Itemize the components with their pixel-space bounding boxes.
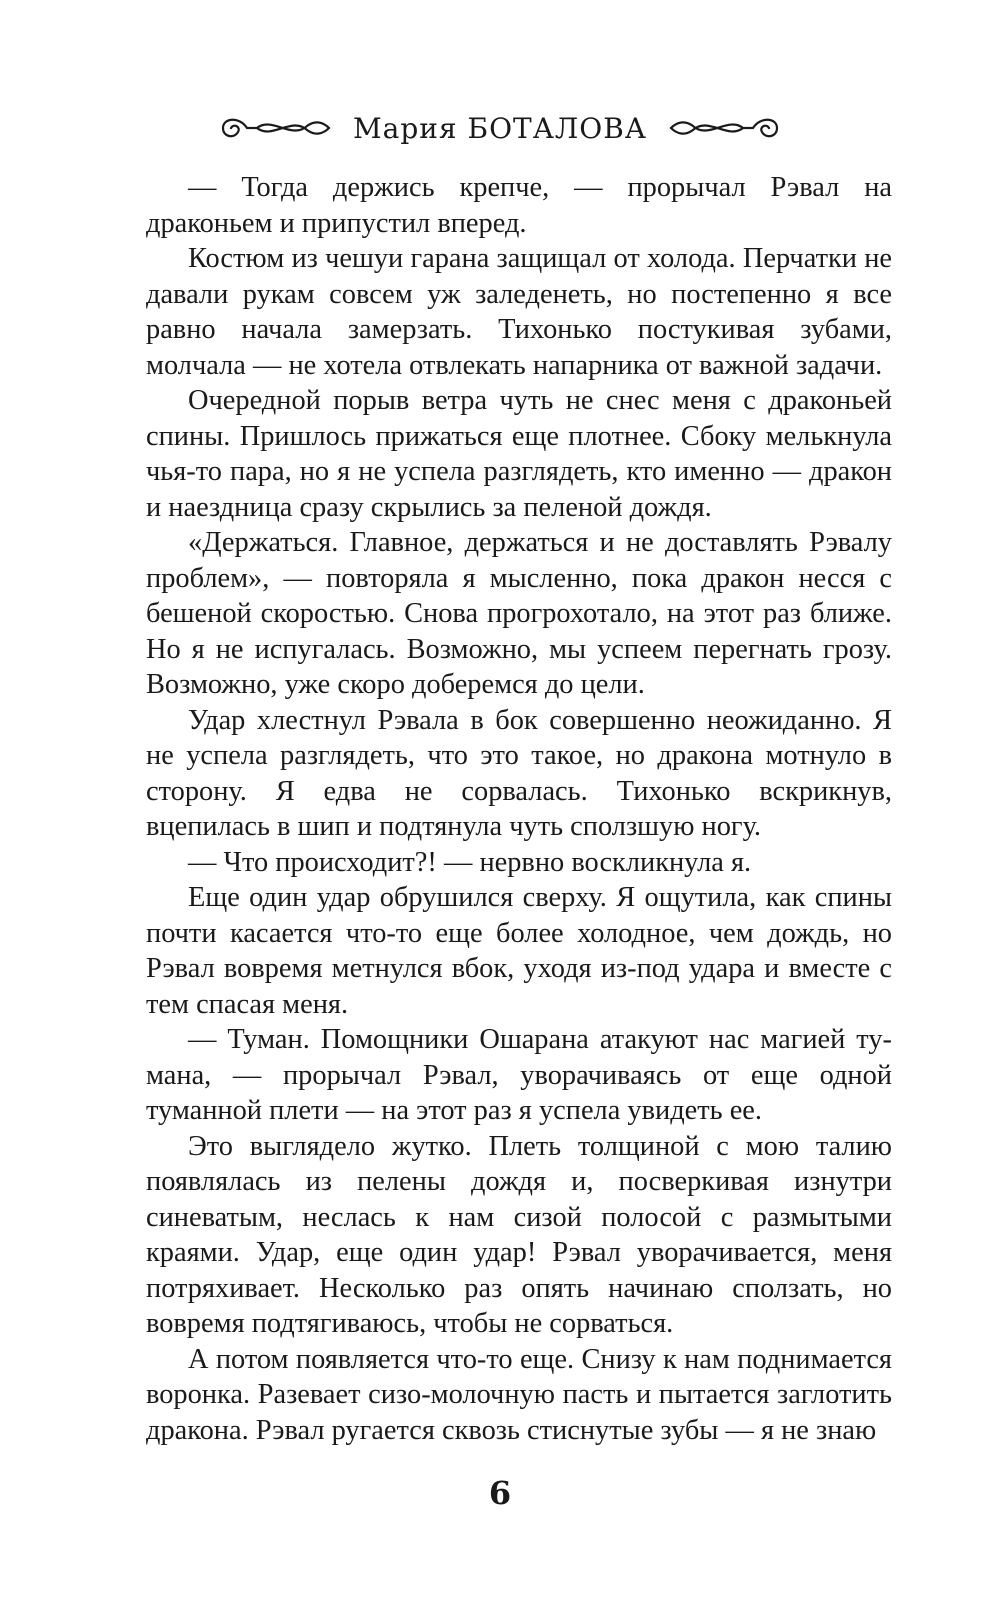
paragraph: А потом появляется что-то еще. Снизу к нам поднимается воронка. Разевает сизо-молочную пасть и пытается заглотить дракона. Рэвал ругается сквозь стиснутые зубы — я не знаю — [146, 1343, 892, 1446]
paragraph: — Что происходит?! — нервно воскликнула я. — [188, 846, 752, 878]
paragraph: — Тогда держись крепче, — прорычал Рэвал на драконьем и припустил вперед. — [146, 172, 892, 239]
scroll-flourish-icon — [663, 110, 783, 146]
paragraph: Еще один удар обрушился сверху. Я ощутила, как спины почти касается что-то еще более холодное, чем дождь, но Рэвал вовремя метнулся вбок, уходя из-под удара и вместе с тем спасая меня. — [146, 882, 892, 1020]
paragraph: Удар хлестнул Рэвала в бок совершенно неожиданно. Я не успела разглядеть, что это такое, но дракона мотнуло в сторону. Я едва не сорвалась. Тихонько вскрикнув, вцепилась в шип и подтянула чуть сползшую ногу. — [146, 704, 892, 842]
author-name: Мария БОТАЛОВА — [352, 111, 648, 145]
paragraph: Костюм из чешуи гарана защищал от холода. Перчатки не давали рукам совсем уж заледенеть, но постепенно я все равно начала замерзать. Тихонько постукивая зубами, молчала — не хотела отвлекать напарника от важной задачи. — [146, 243, 892, 381]
paragraph: Очередной порыв ветра чуть не снес меня с драконьей спины. Пришлось прижаться еще плотнее. Сбоку мелькнула чья-то пара, но я не успела разглядеть, кто именно — дракон и наездница сразу скрылись за пеленой дождя. — [146, 385, 892, 523]
running-head — [0, 104, 1000, 152]
body-text — [146, 170, 892, 1448]
paragraph: «Держаться. Главное, держаться и не доставлять Рэвалу проблем», — повторяла я мысленно, пока дракон несся с бешеной скоростью. Снова прогрохотало, на этот раз ближе. Но я не испугалась. Возможно, мы успеем перегнать грозу. Возможно, уже скоро доберемся до цели. — [146, 527, 892, 700]
paragraph: Это выглядело жутко. Плеть толщиной с мою талию появлялась из пелены дождя и, посверкивая изнутри синеватым, неслась к нам сизой полосой с размытыми краями. Удар, еще один удар! Рэвал уворачивается, меня потряхивает. Несколько раз опять начинаю сползать, но вовремя подтягиваюсь, чтобы не сорваться. — [146, 1130, 892, 1339]
paragraph: — Туман. Помощники Ошарана атакуют нас магией тумана, — прорычал Рэвал, уворачиваясь от еще одной туманной плети — на этот раз я успела увидеть ее. — [146, 1024, 892, 1126]
scroll-flourish-icon — [217, 110, 337, 146]
page-number: 6 — [488, 1474, 512, 1512]
